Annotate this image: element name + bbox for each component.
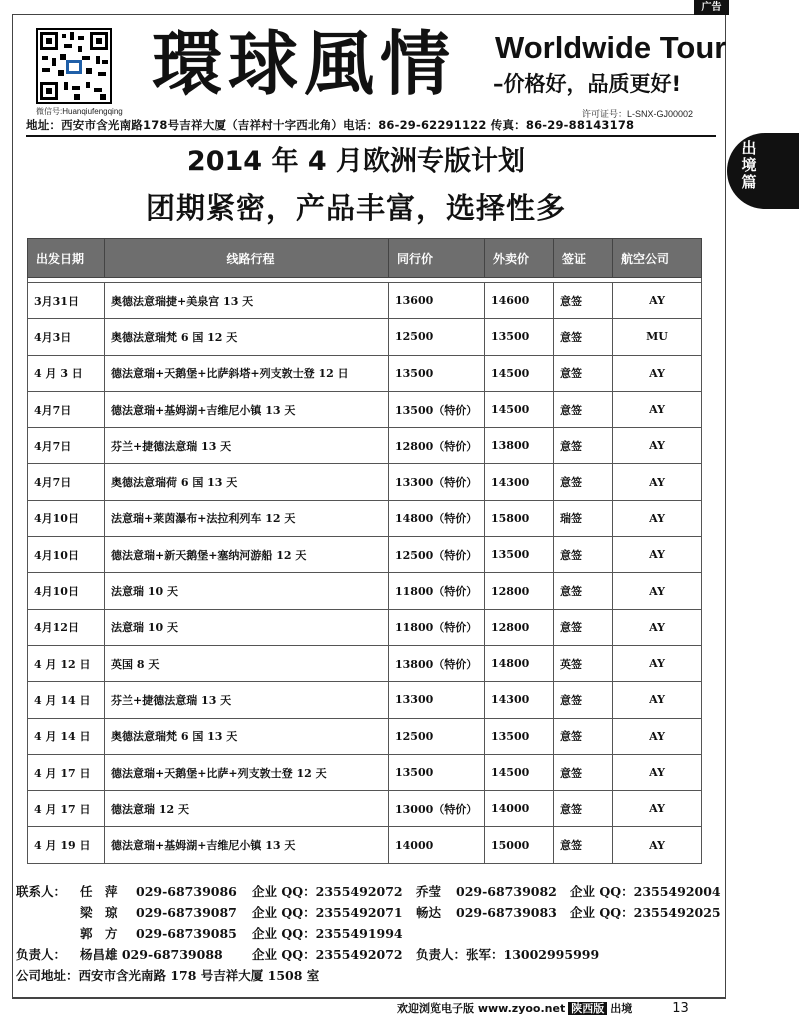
table-row <box>28 682 702 718</box>
visa-cell: 意签 <box>554 791 613 827</box>
col-header-visa: 签证 <box>554 239 613 278</box>
page-number: 13 <box>672 1001 689 1016</box>
visa-cell: 意签 <box>554 609 613 645</box>
trade-price-cell: 11800（特价） <box>389 609 485 645</box>
trade-price-cell: 13500 <box>389 754 485 790</box>
trade-price-cell: 14800（特价） <box>389 500 485 536</box>
date-cell: 4月10日 <box>28 537 105 573</box>
col-header-date: 出发日期 <box>28 239 105 278</box>
table-row <box>28 500 702 536</box>
qr-code-icon <box>36 28 112 104</box>
table-row <box>28 754 702 790</box>
route-cell: 德法意瑞 12 天 <box>105 791 389 827</box>
contact-name: 畅达 <box>416 905 442 920</box>
route-cell: 奥德法意瑞梵 6 国 12 天 <box>105 319 389 355</box>
visa-cell: 意签 <box>554 682 613 718</box>
side-tab-char: 篇 <box>741 173 757 191</box>
airline-cell: AY <box>613 827 702 863</box>
table-row <box>28 718 702 754</box>
table-row <box>28 355 702 391</box>
airline-cell: AY <box>613 791 702 827</box>
retail-price-cell: 14000 <box>485 791 554 827</box>
trade-price-cell: 11800（特价） <box>389 573 485 609</box>
visa-cell: 意签 <box>554 319 613 355</box>
visa-cell: 意签 <box>554 537 613 573</box>
contact-phone: 029-68739083 <box>456 905 557 920</box>
retail-price-cell: 12800 <box>485 609 554 645</box>
side-tab-char: 出 <box>741 139 757 157</box>
col-header-retail-price: 外卖价 <box>485 239 554 278</box>
airline-cell: AY <box>613 464 702 500</box>
contact-phone: 029-68739086 <box>136 884 237 899</box>
table-row <box>28 319 702 355</box>
retail-price-cell: 14500 <box>485 754 554 790</box>
manager-contact: 杨昌雄 029-68739088 <box>80 947 223 962</box>
footer-website[interactable]: 欢迎浏览电子版 www.zyoo.net <box>397 1002 566 1015</box>
edition-badge: 陕西版 <box>568 1002 607 1015</box>
date-cell: 4 月 19 日 <box>28 827 105 863</box>
airline-cell: AY <box>613 500 702 536</box>
header-divider <box>26 135 716 137</box>
retail-price-cell: 14800 <box>485 645 554 681</box>
airline-cell: AY <box>613 573 702 609</box>
retail-price-cell: 12800 <box>485 573 554 609</box>
route-cell: 德法意瑞+天鹅堡+比萨斜塔+列支敦士登 12 日 <box>105 355 389 391</box>
side-tab-char: 境 <box>741 156 757 174</box>
table-row <box>28 573 702 609</box>
date-cell: 4月10日 <box>28 573 105 609</box>
trade-price-cell: 13500（特价） <box>389 391 485 427</box>
table-row <box>28 645 702 681</box>
page-title: 2014 年 4 月欧洲专版计划 <box>186 146 526 177</box>
contact-row <box>16 902 721 923</box>
airline-cell: AY <box>613 754 702 790</box>
date-cell: 4 月 17 日 <box>28 791 105 827</box>
manager-label: 负责人： <box>16 947 67 962</box>
visa-cell: 意签 <box>554 573 613 609</box>
side-section-tab-label <box>737 140 761 191</box>
manager-qq: 企业 QQ：2355492072 <box>252 947 403 962</box>
retail-price-cell: 14500 <box>485 391 554 427</box>
retail-price-cell: 13500 <box>485 718 554 754</box>
visa-cell: 意签 <box>554 754 613 790</box>
date-cell: 4 月 14 日 <box>28 682 105 718</box>
visa-cell: 意签 <box>554 283 613 319</box>
airline-cell: AY <box>613 428 702 464</box>
contact-row <box>16 944 721 965</box>
visa-cell: 英签 <box>554 645 613 681</box>
airline-cell: AY <box>613 609 702 645</box>
footer-section: 出境 <box>610 1002 633 1015</box>
date-cell: 4月7日 <box>28 464 105 500</box>
route-cell: 奥德法意瑞荷 6 国 13 天 <box>105 464 389 500</box>
contact-phone: 029-68739087 <box>136 905 237 920</box>
airline-cell: MU <box>613 319 702 355</box>
table-row <box>28 428 702 464</box>
route-cell: 德法意瑞+天鹅堡+比萨+列支敦士登 12 天 <box>105 754 389 790</box>
contact-qq: 企业 QQ：2355492004 <box>570 884 721 899</box>
contact-name: 任 萍 <box>80 884 118 899</box>
date-cell: 3月31日 <box>28 283 105 319</box>
col-header-route: 线路行程 <box>105 239 389 278</box>
wechat-id: 微信号:Huanqiufengqing <box>36 107 123 116</box>
trade-price-cell: 12500 <box>389 319 485 355</box>
route-cell: 芬兰+捷德法意瑞 13 天 <box>105 428 389 464</box>
retail-price-cell: 14300 <box>485 682 554 718</box>
retail-price-cell: 14600 <box>485 283 554 319</box>
date-cell: 4 月 3 日 <box>28 355 105 391</box>
visa-cell: 意签 <box>554 718 613 754</box>
route-cell: 奥德法意瑞捷+美泉宫 13 天 <box>105 283 389 319</box>
contact-name: 梁 琼 <box>80 905 118 920</box>
contact-phone: 029-68739085 <box>136 926 237 941</box>
brand-title: 環球風情 <box>152 23 456 105</box>
airline-cell: AY <box>613 355 702 391</box>
visa-cell: 意签 <box>554 428 613 464</box>
manager-contact-2: 负责人：张军：13002995999 <box>416 947 600 962</box>
trade-price-cell: 13500 <box>389 355 485 391</box>
footer <box>397 1001 717 1017</box>
table-row <box>28 537 702 573</box>
route-cell: 芬兰+捷德法意瑞 13 天 <box>105 682 389 718</box>
tour-schedule-table <box>27 238 702 864</box>
contact-block <box>16 881 721 986</box>
trade-price-cell: 12500（特价） <box>389 537 485 573</box>
contact-row <box>16 923 721 944</box>
contact-row <box>16 965 721 986</box>
route-cell: 德法意瑞+基姆湖+吉维尼小镇 13 天 <box>105 391 389 427</box>
table-row <box>28 609 702 645</box>
contact-qq: 企业 QQ：2355492072 <box>252 884 403 899</box>
visa-cell: 瑞签 <box>554 500 613 536</box>
visa-cell: 意签 <box>554 464 613 500</box>
date-cell: 4月12日 <box>28 609 105 645</box>
address-line: 地址：西安市含光南路178号吉祥大厦（吉祥村十字西北角）电话：86-29-62291122 传真：86-29-88143178 <box>26 118 635 132</box>
page-subtitle: 团期紧密，产品丰富，选择性多 <box>145 191 566 225</box>
table-header-row <box>28 239 702 278</box>
route-cell: 法意瑞 10 天 <box>105 609 389 645</box>
route-cell: 德法意瑞+新天鹅堡+塞纳河游船 12 天 <box>105 537 389 573</box>
license-number: 许可证号：L-SNX-GJ00002 <box>582 109 694 119</box>
table-row <box>28 391 702 427</box>
trade-price-cell: 14000 <box>389 827 485 863</box>
trade-price-cell: 13300（特价） <box>389 464 485 500</box>
contact-name: 乔莹 <box>416 884 442 899</box>
table-row <box>28 791 702 827</box>
footer-divider <box>12 998 726 999</box>
date-cell: 4 月 14 日 <box>28 718 105 754</box>
brand-english-title: Worldwide Tour <box>495 30 727 65</box>
retail-price-cell: 13800 <box>485 428 554 464</box>
airline-cell: AY <box>613 283 702 319</box>
contact-qq: 企业 QQ：2355492025 <box>570 905 721 920</box>
trade-price-cell: 12800（特价） <box>389 428 485 464</box>
table-row <box>28 464 702 500</box>
trade-price-cell: 13800（特价） <box>389 645 485 681</box>
route-cell: 英国 8 天 <box>105 645 389 681</box>
route-cell: 德法意瑞+基姆湖+吉维尼小镇 13 天 <box>105 827 389 863</box>
date-cell: 4 月 12 日 <box>28 645 105 681</box>
route-cell: 法意瑞 10 天 <box>105 573 389 609</box>
trade-price-cell: 13000（特价） <box>389 791 485 827</box>
col-header-trade-price: 同行价 <box>389 239 485 278</box>
airline-cell: AY <box>613 645 702 681</box>
retail-price-cell: 13500 <box>485 319 554 355</box>
retail-price-cell: 15000 <box>485 827 554 863</box>
retail-price-cell: 13500 <box>485 537 554 573</box>
route-cell: 奥德法意瑞梵 6 国 13 天 <box>105 718 389 754</box>
contact-qq: 企业 QQ：2355491994 <box>252 926 403 941</box>
brand-slogan: –价格好，品质更好! <box>493 72 682 96</box>
col-header-airline: 航空公司 <box>613 239 702 278</box>
retail-price-cell: 14300 <box>485 464 554 500</box>
contact-qq: 企业 QQ：2355492071 <box>252 905 403 920</box>
date-cell: 4 月 17 日 <box>28 754 105 790</box>
retail-price-cell: 15800 <box>485 500 554 536</box>
contact-phone: 029-68739082 <box>456 884 557 899</box>
airline-cell: AY <box>613 537 702 573</box>
trade-price-cell: 13600 <box>389 283 485 319</box>
company-address: 公司地址：西安市含光南路 178 号吉祥大厦 1508 室 <box>16 968 320 983</box>
visa-cell: 意签 <box>554 391 613 427</box>
contact-name: 郭 方 <box>80 926 118 941</box>
visa-cell: 意签 <box>554 355 613 391</box>
route-cell: 法意瑞+莱茵瀑布+法拉利列车 12 天 <box>105 500 389 536</box>
ad-tag: 广告 <box>694 0 729 15</box>
contact-label: 联系人： <box>16 884 67 899</box>
visa-cell: 意签 <box>554 827 613 863</box>
retail-price-cell: 14500 <box>485 355 554 391</box>
contact-row <box>16 881 721 902</box>
date-cell: 4月3日 <box>28 319 105 355</box>
table-row <box>28 283 702 319</box>
trade-price-cell: 12500 <box>389 718 485 754</box>
date-cell: 4月7日 <box>28 428 105 464</box>
airline-cell: AY <box>613 391 702 427</box>
airline-cell: AY <box>613 718 702 754</box>
table-row <box>28 827 702 863</box>
tour-rows <box>28 283 702 864</box>
date-cell: 4月7日 <box>28 391 105 427</box>
trade-price-cell: 13300 <box>389 682 485 718</box>
airline-cell: AY <box>613 682 702 718</box>
date-cell: 4月10日 <box>28 500 105 536</box>
